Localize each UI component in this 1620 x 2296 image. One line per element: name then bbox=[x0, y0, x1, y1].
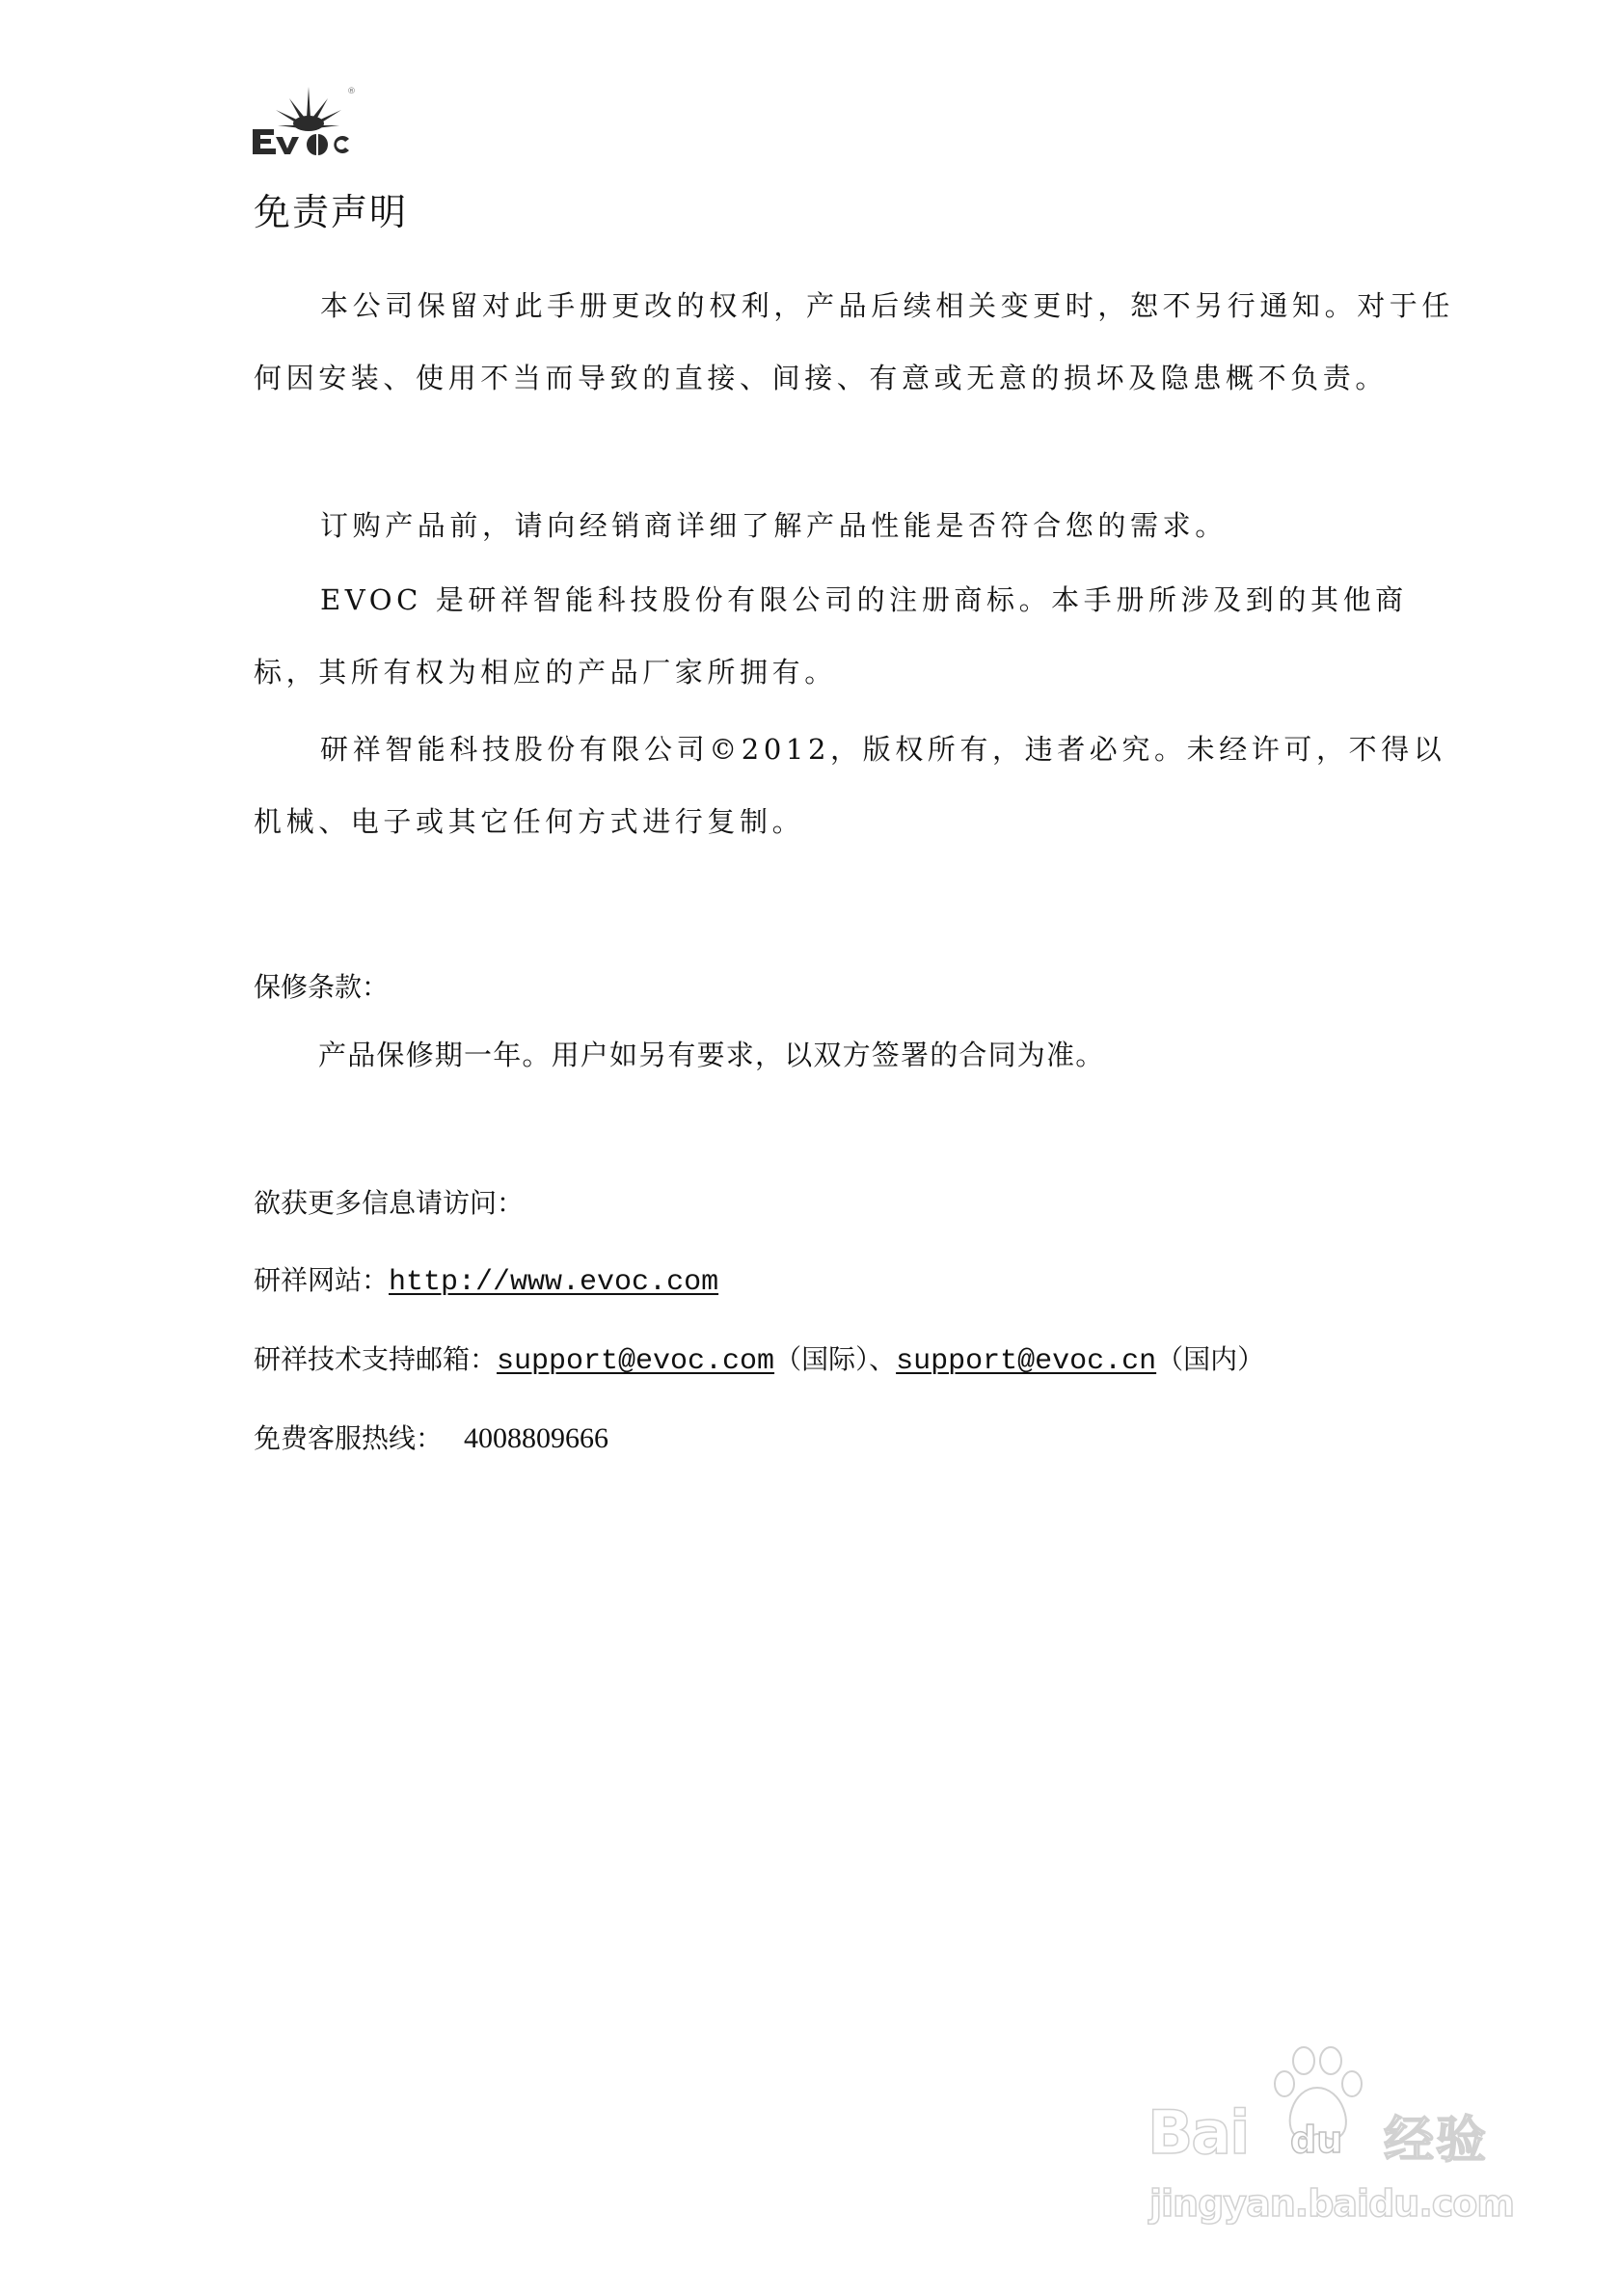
disclaimer-paragraph-trademark: EVOC 是研祥智能科技股份有限公司的注册商标。本手册所涉及到的其他商标，其所有权为相应的产品厂家所拥有。 bbox=[254, 583, 1408, 689]
email-international-link[interactable]: support@evoc.com bbox=[497, 1345, 775, 1378]
watermark-bai-text: Bai bbox=[1148, 2097, 1249, 2168]
contact-email-line bbox=[254, 1340, 1264, 1381]
contact-hotline-line bbox=[254, 1419, 608, 1458]
disclaimer-paragraph-copyright: 研祥智能科技股份有限公司©2012，版权所有，违者必究。未经许可，不得以机械、电子或其它任何方式进行复制。 bbox=[254, 733, 1446, 838]
warranty-heading: 保修条款： bbox=[254, 971, 390, 1003]
contact-heading: 欲获更多信息请访问： bbox=[254, 1187, 525, 1219]
baidu-jingyan-watermark bbox=[1148, 2049, 1533, 2242]
watermark-jingyan-text: 经验 bbox=[1384, 2112, 1489, 2170]
contact-website-line bbox=[254, 1261, 718, 1302]
hotline-number: 4008809666 bbox=[464, 1422, 609, 1454]
email-domestic-note: （国内） bbox=[1156, 1343, 1265, 1375]
email-label: 研祥技术支持邮箱： bbox=[254, 1343, 498, 1375]
email-domestic-link[interactable]: support@evoc.cn bbox=[896, 1345, 1157, 1378]
website-link[interactable]: http://www.evoc.com bbox=[389, 1266, 719, 1299]
email-international-note: （国际） bbox=[774, 1343, 870, 1375]
disclaimer-paragraph-purchase: 订购产品前，请向经销商详细了解产品性能是否符合您的需求。 bbox=[320, 509, 1228, 542]
email-separator: 、 bbox=[869, 1343, 897, 1375]
watermark-du-text: du bbox=[1290, 2119, 1343, 2161]
hotline-label: 免费客服热线： bbox=[254, 1422, 444, 1454]
disclaimer-paragraph-rights: 本公司保留对此手册更改的权利，产品后续相关变更时，恕不另行通知。对于任何因安装、使用不当而导致的直接、间接、有意或无意的损坏及隐患概不负责。 bbox=[254, 289, 1455, 394]
warranty-text: 产品保修期一年。用户如另有要求，以双方签署的合同为准。 bbox=[318, 1039, 1105, 1071]
watermark-url: jingyan.baidu.com bbox=[1149, 2182, 1514, 2225]
page-title: 免责声明 bbox=[254, 191, 409, 233]
registered-trademark-mark: ® bbox=[347, 87, 356, 96]
website-label: 研祥网站： bbox=[254, 1264, 390, 1296]
